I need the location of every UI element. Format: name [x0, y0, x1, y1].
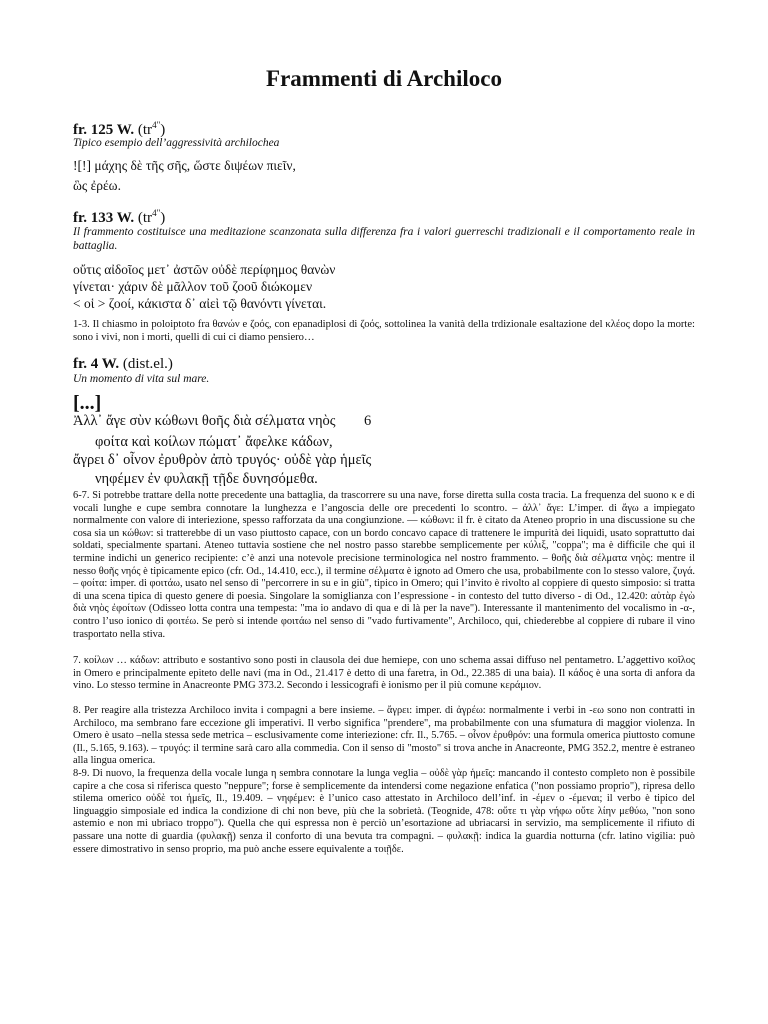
fragment-4-line-3: ἄγρει δ᾽ οἶνον ἐρυθρὸν ἀπὸ τρυγός· οὐδὲ γὰρ ἡμεῖς [73, 452, 372, 468]
lacuna-bracket: [...] [73, 392, 102, 414]
fragment-133-meter-sup: 4" [152, 208, 161, 218]
commentary-6-7: 6-7. Si potrebbe trattare della notte precedente una battaglia, da trascorrere su una nave, forse diretta sulla costa tracia. La frequenza del suono κ e di vocali lunghe e cupe sembra connotare la lunghezza e l’angoscia delle ore precedenti lo scontro. – ἀλλ᾽ ἄγε: L’imper. di ἄγω a impiegato normalmente con valore di interiezione, spesso rafforzata da una congiunzione. — κώθωνι: il fr. è citato da Ateneo proprio in una discussione su che cosa sia un κώθων: si tratterebbe di un vaso piuttosto capace, con un bordo concavo capace di trattenere le impurità dei liquidi, usato soprattutto dai soldati, specialmente spartani. Ateneo tuttavia sostiene che nel nostro passo starebbe semplicemente per κύλιξ, "coppa"; ma è difficile che qui il termine indichi un generico recipiente: c’è anzi una notevole precisione terminologica nel nostro frammento. – θοῆς διὰ σέλματα νηὸς: mentre il nesso θοῆς νηός è tipicamente epico (cfr. Od., 14.410, ecc.), il termine σέλματα è ignoto ad Omero che usa, probabilmente con lo stesso valore, ζυγά. – φοίτα: imper. di φοιτάω, usato nel senso di "percorrere in su e in giù", tipico in Omero; qui l’invito è rivolto al coppiere di questo simposio: si tratta di una scena tipica di questo genere di poesia. Singolare la somiglianza con l’espressione - in contesto del tutto diverso - di Od., 12.420: αὐτὰρ ἐγὼ διὰ νηὸς ἐφοίτων (Odisseo lotta contra una tempesta: "ma io andavo di qua e di là per la nave"). Interessante il mantenimento del vocalismo in -α-, contro l’uso ionico di φοιτέω. Se però si intende φοιτάω nel senso di "vado furtivamente", Archiloco, qui, chiederebbe al coppiere di rubare il vino trasportato nella stiva. [73, 490, 695, 640]
fragment-125-line-1: ![!] μάχης δὲ τῆς σῆς, ὥστε διψέων πιεῖν, [73, 158, 296, 173]
fragment-133-meter-pre: (tr [137, 210, 153, 226]
page-title: Frammenti di Archiloco [266, 66, 502, 91]
fragment-4-line-number: 6 [364, 413, 372, 429]
fragment-4-header [73, 356, 173, 373]
fragment-133-line-3: < οἱ > ζοοί, κάκιστα δ᾽ αἰεὶ τῷ θανόντι γίνεται. [73, 296, 327, 311]
commentary-8-9: 8-9. Di nuovo, la frequenza della vocale lunga η sembra connotare la lunga veglia – οὐδὲ γὰρ ἡμεῖς: mancando il contesto completo non è possibile capire a che cosa si riferisca questo "neppure"; forse è semplicemente da intendersi come negazione enfatica ("non possiamo proprio"), ripresa dello stilema omerico οὐδὲ τοι ἡμεῖς, Il., 19.409. – νηφέμεν: è l’unico caso attestato in Archiloco dell’inf. in -έμεν o -έμεναι; il verbo è tipico del linguaggio simposiale ed indica la condizione di chi non beve, più che la sobrietà. (Teognide, 478: οὔτε τι γὰρ νήφω οὔτε λίην μεθύω, "non sono astemio e non mi ubriaco troppo"). Quella che qui espressa non è perciò un’esortazione ad ubriacarsi in servizio, ma semplicemente il rifiuto di passare una notte di guardia (φυλακῇ) senza il conforto di una bevuta tra compagni. – φυλακῇ: indica la guardia notturna (cfr. latino vigilia: può essere dimostrativo in senso proprio, ma può anche essere equivalente a τοιῇδε. [73, 768, 695, 855]
fragment-133-line-1: οὔτις αἰδοῖος μετ᾽ ἀστῶν οὐδὲ περίφημος θανὼν [73, 262, 336, 277]
fragment-133-meter-post: ) [160, 210, 166, 226]
fragment-4-label: fr. 4 W. [73, 356, 120, 372]
commentary-7: 7. κοίλων … κάδων: attributo e sostantivo sono posti in clausola dei due hemiepe, con uno schema assai diffuso nel pentametro. L’aggettivo κοῖλος in Omero e principalmente epiteto delle navi (ma in Od., 21.417 è detto di una faretra, in Od., 22.385 di una baia). Il κάδος è una sorta di anfora da vino. Lo stesso termine in Anacreonte PMG 373.2. Secondo i lessicografi è ionismo per il più comune κεράμιον. [73, 655, 695, 692]
fragment-125-meter-post: ) [160, 122, 166, 138]
fragment-4-line-4: νηφέμεν ἐν φυλακῇ τῇδε δυνησόμεθα. [95, 471, 318, 487]
fragment-125-meter-pre: (tr [137, 122, 153, 138]
fragment-4-meter: (dist.el.) [122, 356, 173, 372]
fragment-133-subtitle: Il frammento costituisce una meditazione scanzonata sulla differenza fra i valori guerreschi tradizionali e il comportamento reale in battaglia. [73, 226, 695, 252]
fragment-133-note: 1-3. Il chiasmo in poloiptoto fra θανών e ζοός, con epanadiplosi di ζοός, sottolinea la vanità della trdizionale esaltazione del κλέος dopo la morte: sono i vivi, non i morti, quelli di cui ci diamo pensiero… [73, 319, 695, 343]
fragment-4-line-1: Ἀλλ᾽ ἄγε σὺν κώθωνι θοῆς διὰ σέλματα νηὸς [73, 413, 336, 429]
fragment-133-line-2: γίνεται· χάριν δὲ μᾶλλον τοῦ ζοοῦ διώκομεν [73, 279, 313, 294]
fragment-125-subtitle: Tipico esempio dell’aggressività archilochea [73, 137, 280, 149]
fragment-4-line-2: φοίτα καὶ κοίλων πώματ᾽ ἄφελκε κάδων, [95, 434, 333, 450]
fragment-133-label: fr. 133 W. [73, 210, 135, 226]
fragment-125-line-2: ὣς ἐρέω. [73, 178, 121, 193]
commentary-8: 8. Per reagire alla tristezza Archiloco invita i compagni a bere insieme. – ἄγρει: imper. di ἀγρέω: normalmente i verbi in -εω sono non contratti in Archiloco, ma sembrano fare eccezione gli imperativi. Il verbo significa "prendere", ma probabilmente con una sfumatura di maggior violenza. In Omero è usato –nella stessa sede metrica – esclusivamente come interiezione: cfr. Il., 5.765. – οἶνον ἐρυθρόν: una formula omerica piuttosto comune (Il., 5.165, 9.163). – τρυγός: il termine sarà caro alla commedia. Con il senso di "mosto" si trova anche in Anacreonte, PMG 352.2, mentre è estraneo alla lingua omerica. [73, 705, 695, 767]
fragment-4-subtitle: Un momento di vita sul mare. [73, 373, 210, 385]
fragment-125-meter-sup: 4" [152, 120, 161, 130]
fragment-125-label: fr. 125 W. [73, 122, 135, 138]
